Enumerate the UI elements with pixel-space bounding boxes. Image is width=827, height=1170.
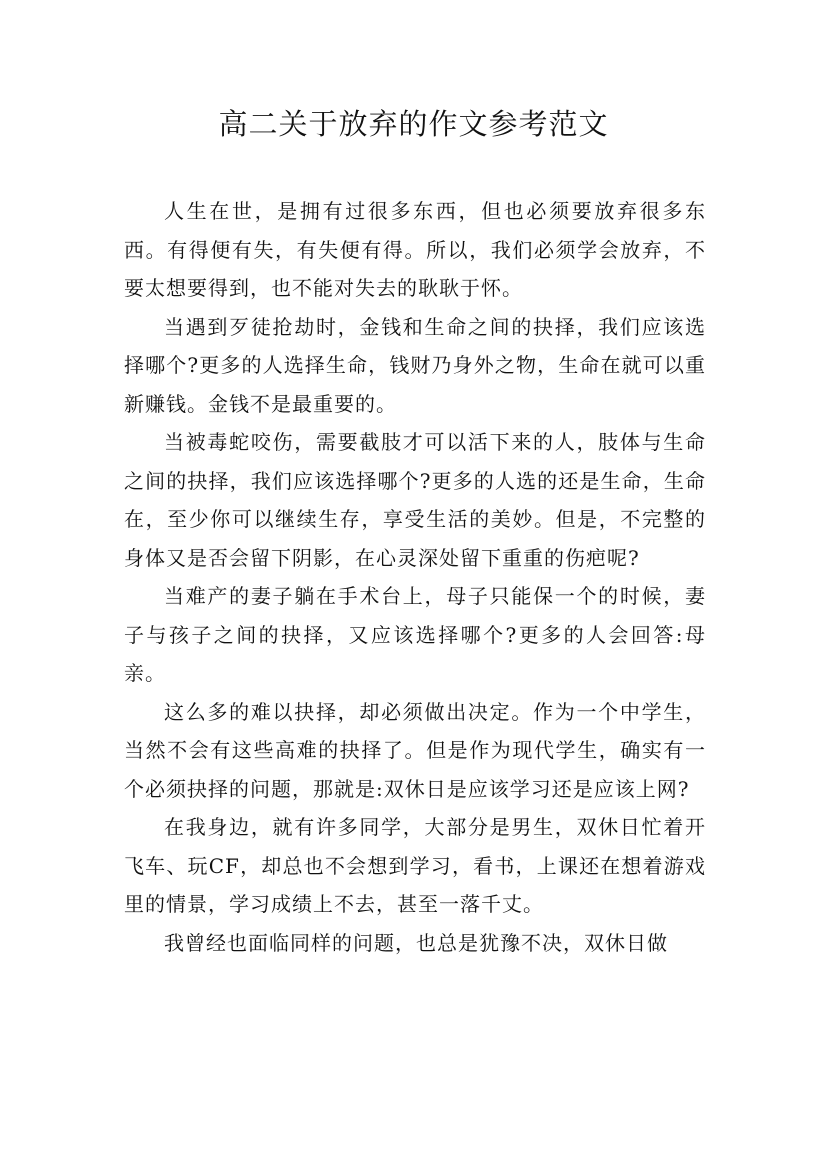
paragraph: 我曾经也面临同样的问题，也总是犹豫不决，双休日做 bbox=[164, 930, 668, 955]
paragraph: 当遇到歹徒抢劫时，金钱和生命之间的抉择，我们应该选择哪个?更多的人选择生命，钱财乃身外之物，生命在就可以重新赚钱。金钱不是最重要的。 bbox=[124, 314, 706, 416]
paragraph: 在我身边，就有许多同学，大部分是男生，双休日忙着开飞车、玩CF，却总也不会想到学习，看书，上课还在想着游戏里的情景，学习成绩上不去，甚至一落千丈。 bbox=[124, 815, 706, 916]
paragraph: 当难产的妻子躺在手术台上，母子只能保一个的时候，妻子与孩子之间的抉择，又应该选择哪个?更多的人会回答:母亲。 bbox=[124, 584, 706, 685]
paragraph: 人生在世，是拥有过很多东西，但也必须要放弃很多东西。有得便有失，有失便有得。所以，我们必须学会放弃，不要太想要得到，也不能对失去的耿耿于怀。 bbox=[124, 199, 706, 300]
paragraph: 当被毒蛇咬伤，需要截肢才可以活下来的人，肢体与生命之间的抉择，我们应该选择哪个?更多的人选的还是生命，生命在，至少你可以继续生存，享受生活的美妙。但是，不完整的身体又是否会留下阴影，在心灵深处留下重重的伤疤呢? bbox=[124, 430, 706, 570]
paragraph: 这么多的难以抉择，却必须做出决定。作为一个中学生，当然不会有这些高难的抉择了。但是作为现代学生，确实有一个必须抉择的问题，那就是:双休日是应该学习还是应该上网? bbox=[124, 699, 706, 801]
document-title: 高二关于放弃的作文参考范文 bbox=[218, 107, 609, 141]
document-body bbox=[124, 192, 706, 962]
